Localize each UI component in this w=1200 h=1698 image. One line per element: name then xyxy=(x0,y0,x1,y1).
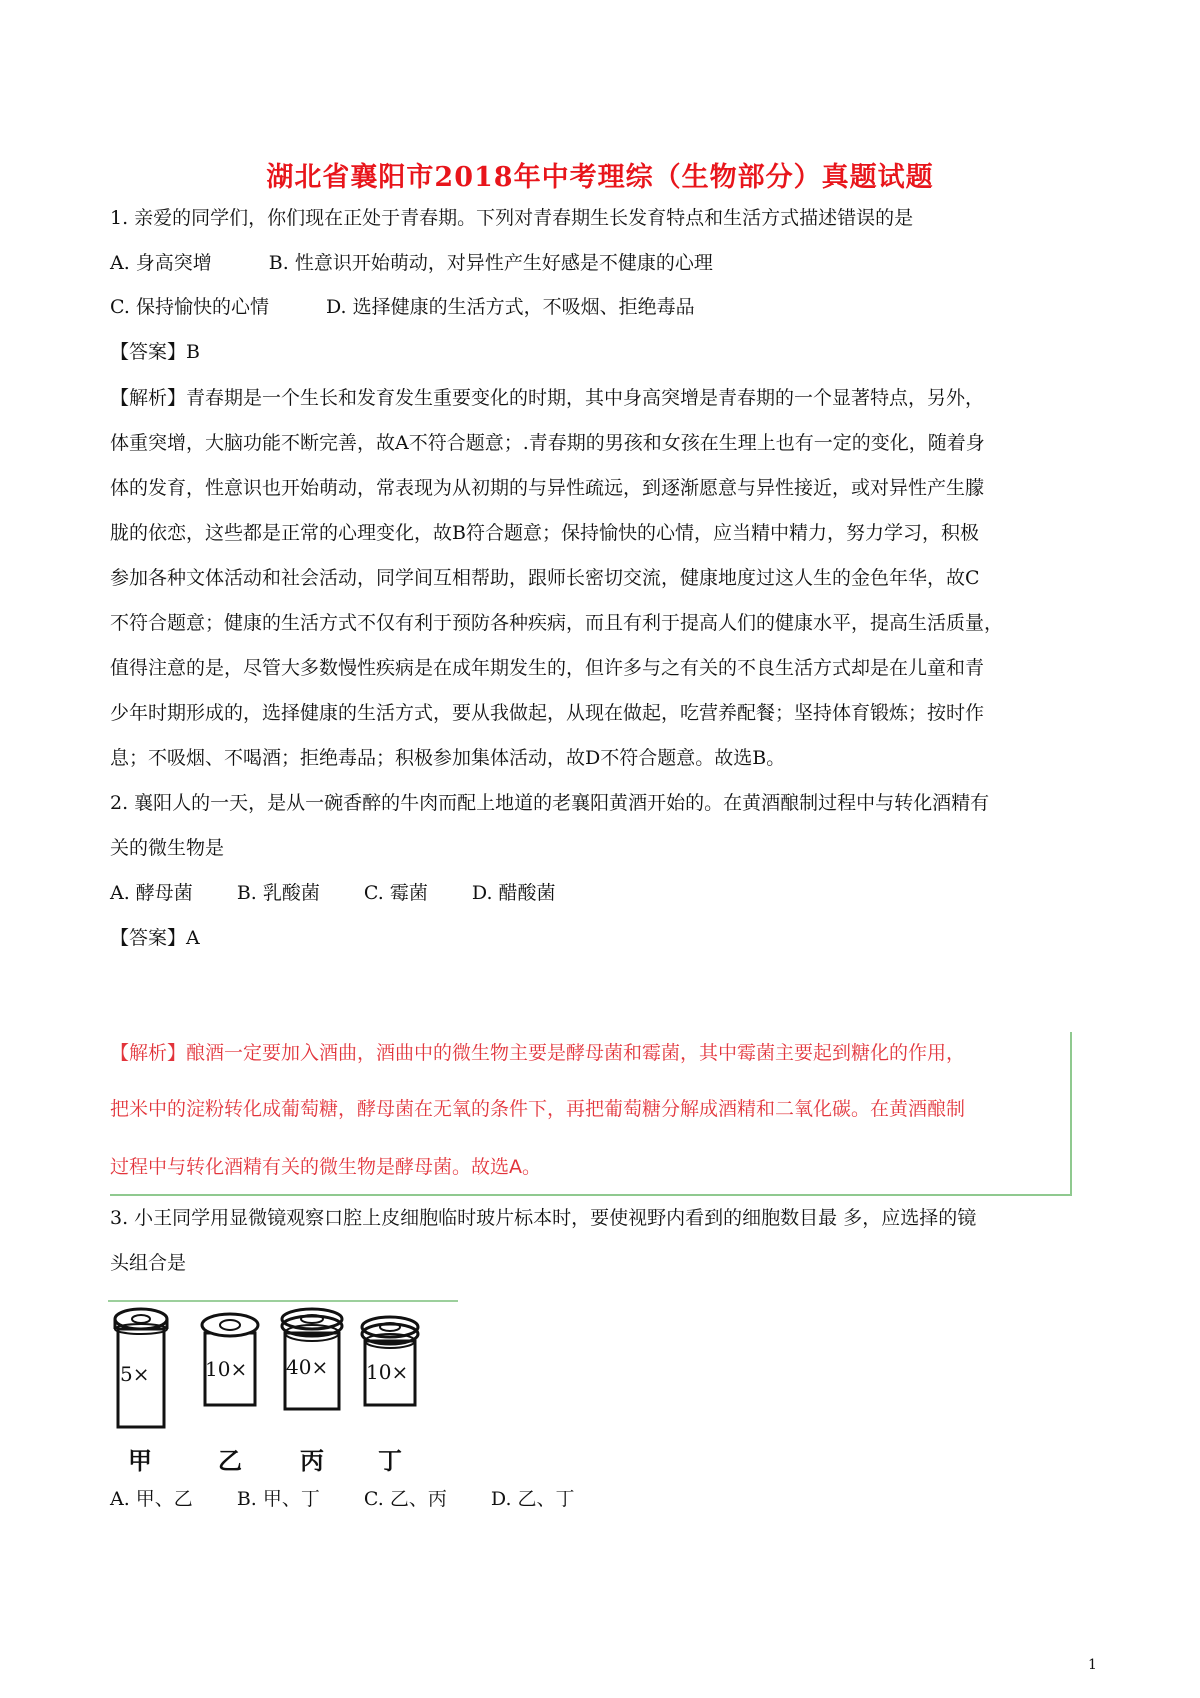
document-title: 湖北省襄阳市2018年中考理综（生物部分）真题试题 xyxy=(266,162,934,193)
q3-stem: 3. 小王同学用显微镜观察口腔上皮细胞临时玻片标本时，要使视野内看到的细胞数目最 多，应选择的镜 xyxy=(110,1207,977,1229)
q3-options: A. 甲、乙 B. 甲、丁 C. 乙、丙 D. 乙、丁 xyxy=(110,1488,575,1510)
q1-analysis-line: 体重突增，大脑功能不断完善，故A不符合题意；.青春期的男孩和女孩在生理上也有一定的变化，随着身 xyxy=(110,432,985,454)
lens-figure xyxy=(110,1305,460,1475)
figure-top-rule xyxy=(108,1300,458,1302)
q1-analysis-line: 参加各种文体活动和社会活动，同学间互相帮助，跟师长密切交流，健康地度过这人生的金色年华，故C xyxy=(110,567,980,589)
lens-yi-mag: 10× xyxy=(205,1357,248,1381)
q1-stem: 1. 亲爱的同学们，你们现在正处于青春期。下列对青春期生长发育特点和生活方式描述错误的是 xyxy=(110,207,914,229)
q2-analysis-line: 过程中与转化酒精有关的微生物是酵母菌。故选A。 xyxy=(110,1156,541,1178)
lens-jia-mag: 5× xyxy=(120,1362,150,1386)
q1-analysis-line: 值得注意的是，尽管大多数慢性疾病是在成年期发生的，但许多与之有关的不良生活方式却是在儿童和青 xyxy=(110,657,985,679)
q1-options-row1: A. 身高突增 B. 性意识开始萌动，对异性产生好感是不健康的心理 xyxy=(110,252,713,274)
q1-answer: 【答案】B xyxy=(110,341,200,363)
lens-yi-label: 乙 xyxy=(218,1446,242,1475)
q2-stem-cont: 关的微生物是 xyxy=(110,837,225,859)
q2-answer: 【答案】A xyxy=(110,927,200,949)
q1-analysis-line: 不符合题意；健康的生活方式不仅有利于预防各种疾病，而且有利于提高人们的健康水平，提高生活质量， xyxy=(110,612,1004,634)
lens-bing-label: 丙 xyxy=(300,1446,324,1475)
q2-stem: 2. 襄阳人的一天，是从一碗香醉的牛肉而配上地道的老襄阳黄酒开始的。在黄酒酿制过程中与转化酒精有 xyxy=(110,792,990,814)
q2-analysis-line: 【解析】酿酒一定要加入酒曲，酒曲中的微生物主要是酵母菌和霉菌，其中霉菌主要起到糖化的作用， xyxy=(110,1042,966,1064)
q2-options: A. 酵母菌 B. 乳酸菌 C. 霉菌 D. 醋酸菌 xyxy=(110,882,556,904)
lens-ding-mag: 10× xyxy=(366,1360,409,1384)
lens-figure-svg xyxy=(110,1305,460,1475)
q1-analysis-line: 体的发育，性意识也开始萌动，常表现为从初期的与异性疏远，到逐渐愿意与异性接近，或对异性产生朦 xyxy=(110,477,985,499)
q3-stem-cont: 头组合是 xyxy=(110,1252,187,1274)
q1-options-row2: C. 保持愉快的心情 D. 选择健康的生活方式，不吸烟、拒绝毒品 xyxy=(110,296,695,318)
lens-ding-label: 丁 xyxy=(378,1446,402,1475)
q1-analysis-line: 少年时期形成的，选择健康的生活方式，要从我做起，从现在做起，吃营养配餐；坚持体育锻炼；按时作 xyxy=(110,702,985,724)
lens-jia-label: 甲 xyxy=(128,1446,152,1475)
q1-analysis-line: 息；不吸烟、不喝酒；拒绝毒品；积极参加集体活动，故D不符合题意。故选B。 xyxy=(110,747,786,769)
q1-analysis-line: 【解析】青春期是一个生长和发育发生重要变化的时期，其中身高突增是青春期的一个显著特点，另外， xyxy=(110,387,985,409)
q2-analysis-box xyxy=(110,1032,1072,1196)
q2-analysis-line: 把米中的淀粉转化成葡萄糖，酵母菌在无氧的条件下，再把葡萄糖分解成酒精和二氧化碳。在黄酒酿制 xyxy=(110,1098,966,1120)
lens-bing-mag: 40× xyxy=(286,1355,329,1379)
page-number: 1 xyxy=(1088,1657,1097,1673)
q1-analysis-line: 胧的依恋，这些都是正常的心理变化，故B符合题意；保持愉快的心情，应当精中精力，努力学习，积极 xyxy=(110,522,979,544)
